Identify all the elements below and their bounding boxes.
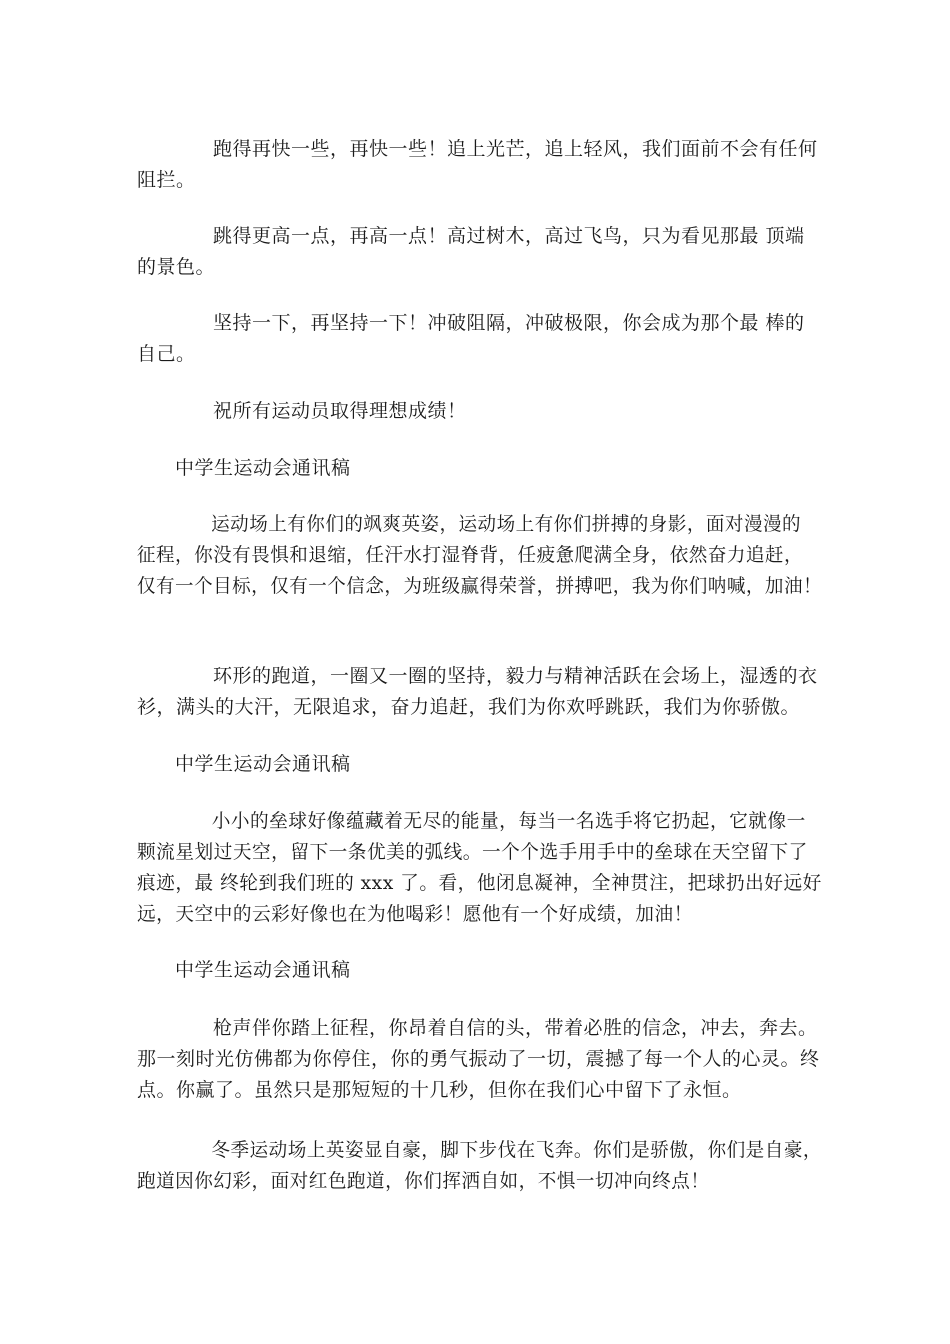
section-heading: 中学生运动会通讯稿 xyxy=(175,959,351,981)
paragraph-line: 环形的跑道，一圈又一圈的坚持，毅力与精神活跃在会场上，湿透的衣 xyxy=(213,665,818,687)
paragraph-line: 远，天空中的云彩好像也在为他喝彩！愿他有一个好成绩，加油！ xyxy=(137,903,693,925)
paragraph xyxy=(137,221,805,283)
paragraph-line: 点。你赢了。虽然只是那短短的十几秒，但你在我们心中留下了永恒。 xyxy=(137,1079,742,1101)
paragraph-line: 仅有一个目标，仅有一个信念，为班级赢得荣誉，拼搏吧，我为你们呐喊，加油！ xyxy=(137,575,823,597)
paragraph-line: 枪声伴你踏上征程，你昂着自信的头，带着必胜的信念，冲去，奔去。 xyxy=(213,1017,818,1039)
paragraph xyxy=(137,308,805,370)
paragraph-line: 痕迹，最 终轮到我们班的 xxx 了。看，他闭息凝神，全神贯注，把球扔出好远好 xyxy=(137,872,822,894)
paragraph-line: 跑道因你幻彩，面对红色跑道，你们挥洒自如，不惧一切冲向终点！ xyxy=(137,1170,710,1192)
paragraph xyxy=(137,134,818,196)
paragraph xyxy=(137,1013,820,1106)
paragraph-line: 冬季运动场上英姿显自豪，脚下步伐在飞奔。你们是骄傲，你们是自豪， xyxy=(211,1139,823,1161)
paragraph-line: 那一刻时光仿佛都为你停住，你的勇气振动了一切，震撼了每一个人的心灵。终 xyxy=(137,1048,820,1070)
paragraph xyxy=(137,396,467,427)
paragraph-line: 颗流星划过天空，留下一条优美的弧线。一个个选手用手中的垒球在天空留下了 xyxy=(137,841,808,863)
paragraph-line: 跳得更高一点，再高一点！高过树木，高过飞鸟，只为看见那最 顶端 xyxy=(213,225,805,247)
section-heading: 中学生运动会通讯稿 xyxy=(175,457,351,479)
paragraph-line: 征程，你没有畏惧和退缩，任汗水打湿脊背，任疲惫爬满全身，依然奋力追赶， xyxy=(137,544,803,566)
paragraph xyxy=(137,509,839,602)
paragraph-line: 小小的垒球好像蕴藏着无尽的能量，每当一名选手将它扔起，它就像一 xyxy=(211,810,806,832)
paragraph-line: 运动场上有你们的飒爽英姿，运动场上有你们拼搏的身影，面对漫漫的 xyxy=(211,513,802,535)
paragraph-line: 祝所有运动员取得理想成绩！ xyxy=(213,400,467,422)
paragraph xyxy=(137,1135,837,1197)
paragraph-line: 衫，满头的大汗，无限追求，奋力追赶，我们为你欢呼跳跃，我们为你骄傲。 xyxy=(137,696,801,718)
paragraph-line: 坚持一下，再坚持一下！冲破阻隔，冲破极限，你会成为那个最 棒的 xyxy=(213,312,805,334)
paragraph xyxy=(137,806,834,930)
section-heading: 中学生运动会通讯稿 xyxy=(175,753,351,775)
paragraph-line: 阻拦。 xyxy=(137,169,196,191)
paragraph xyxy=(137,661,818,723)
paragraph-line: 的景色。 xyxy=(137,256,216,278)
paragraph-line: 自己。 xyxy=(137,343,196,365)
paragraph-line: 跑得再快一些，再快一些！追上光芒，追上轻风，我们面前不会有任何 xyxy=(213,138,818,160)
